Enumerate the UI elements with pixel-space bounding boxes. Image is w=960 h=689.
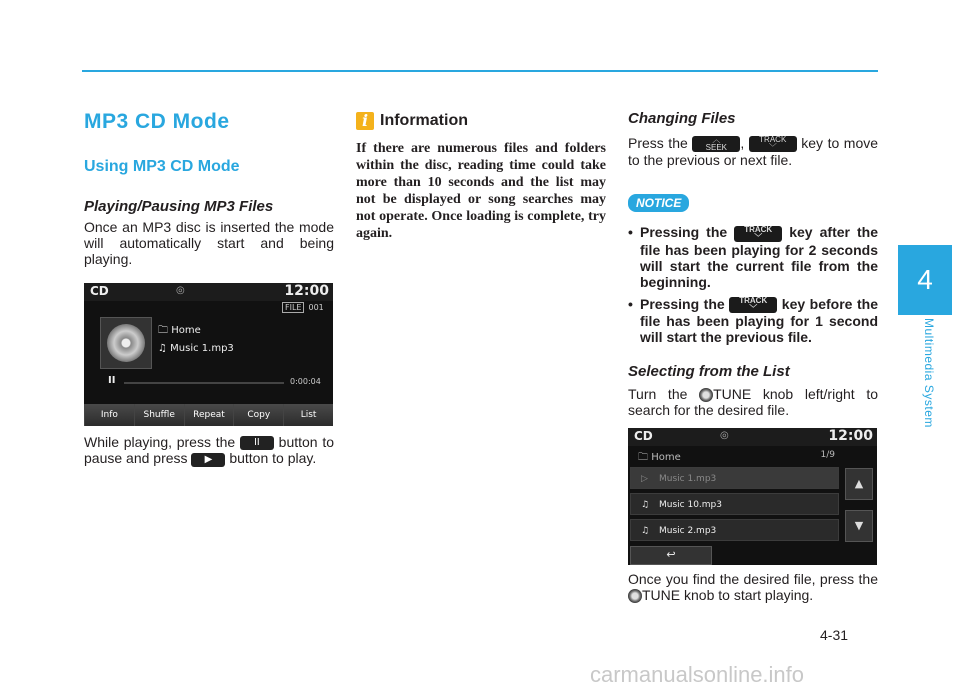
track-key-icon: TRACK ﹀ — [734, 226, 782, 242]
copy-button[interactable]: Copy — [233, 404, 283, 426]
top-rule — [82, 70, 878, 72]
once-found-end: TUNE knob to start playing. — [642, 587, 814, 604]
pause-icon[interactable]: II — [108, 375, 116, 386]
play-button-icon: ▶ — [191, 453, 225, 467]
list-item[interactable] — [630, 519, 839, 541]
file-number: 001 — [308, 303, 324, 312]
list-item[interactable] — [630, 467, 839, 489]
screen-clock: 12:00 — [828, 428, 873, 445]
seek-key-label: SEEK — [705, 143, 727, 153]
chapter-number: 4 — [917, 264, 933, 295]
comma: , — [740, 135, 745, 151]
folder-row — [638, 450, 681, 467]
playing-title: Playing/Pausing MP3 Files — [84, 198, 274, 215]
track-key-icon: TRACK ﹀ — [729, 297, 777, 313]
play-circle-icon: ▷ — [641, 474, 648, 485]
list-item-label: Music 2.mp3 — [659, 526, 717, 537]
changing-files-title: Changing Files — [628, 110, 736, 127]
chapter-tab — [898, 245, 952, 315]
back-button[interactable]: ↩ — [630, 546, 712, 565]
screen-source: CD — [634, 429, 653, 444]
screen-source: CD — [90, 284, 109, 298]
folder-name: Home — [651, 452, 681, 464]
list-button[interactable]: List — [283, 404, 333, 426]
watermark: carmanualsonline.info — [590, 662, 805, 687]
pause-text-2: button to pause and press — [84, 434, 335, 467]
repeat-button[interactable]: Repeat — [184, 404, 234, 426]
tune-text: TUNE knob left/right to search for the desired file. — [628, 385, 878, 419]
playing-text: Once an MP3 disc is inserted the mode will automatically start and being playing. — [84, 219, 334, 267]
selecting-text — [628, 386, 878, 418]
column-left — [84, 110, 334, 467]
notice-badge: NOTICE — [628, 194, 689, 212]
information-title: Information — [380, 112, 468, 129]
list-page-indicator: 1/9 — [820, 450, 835, 461]
folder-name: Home — [171, 325, 201, 336]
track-key-label: TRACK — [744, 224, 773, 234]
shuffle-button[interactable]: Shuffle — [134, 404, 184, 426]
folder-icon: 🗀 — [158, 325, 172, 336]
file-indicator — [282, 303, 324, 312]
tune-knob-icon — [628, 589, 642, 603]
screen-clock: 12:00 — [284, 283, 329, 299]
pause-play-text — [84, 434, 334, 467]
screen-status-bar — [628, 428, 877, 446]
list-item[interactable] — [630, 493, 839, 515]
pause-text-1: While playing, press the — [84, 434, 236, 450]
information-icon: i — [356, 112, 374, 130]
screen-button-row — [84, 404, 333, 426]
list-item-label: Music 10.mp3 — [659, 500, 722, 511]
notice-list — [628, 224, 878, 345]
track-key-label: TRACK — [759, 135, 787, 145]
sub-heading: Using MP3 CD Mode — [84, 158, 240, 175]
screen-status-bar — [84, 283, 333, 301]
pause-text-3: button to play. — [229, 450, 317, 467]
track-key-icon: TRACK ﹀ — [749, 136, 797, 152]
tune-knob-icon — [699, 388, 713, 402]
scroll-up-button[interactable]: ▲ — [845, 468, 873, 500]
track-key-label: TRACK — [739, 295, 768, 305]
notice-2-start: Pressing the — [640, 295, 725, 312]
cd-disc-icon — [107, 324, 145, 362]
column-right — [628, 110, 878, 603]
music-note-icon: ♫ — [158, 343, 171, 354]
selecting-title: Selecting from the List — [628, 362, 790, 380]
turn-the-text: Turn the — [628, 385, 688, 402]
file-badge: FILE — [282, 302, 304, 313]
cd-player-screen — [84, 283, 333, 426]
music-note-icon: ♫ — [641, 500, 650, 511]
info-button[interactable]: Info — [84, 404, 134, 426]
list-item-label: Music 1.mp3 — [659, 474, 717, 485]
seek-key-icon: ︿ SEEK — [692, 136, 740, 152]
key-to-move-text: key to move to the previous or next file. — [628, 135, 879, 169]
information-header — [356, 112, 606, 130]
scroll-down-button[interactable]: ▼ — [845, 510, 873, 542]
pause-button-icon: II — [240, 436, 274, 450]
notice-item — [628, 296, 878, 345]
track-name: Music 1.mp3 — [170, 343, 234, 354]
notice-item — [628, 224, 878, 289]
section-heading: MP3 CD Mode — [84, 110, 230, 133]
disc-status-icon: ◎ — [176, 285, 185, 296]
folder-row — [158, 323, 201, 340]
notice-2-end: key before the file has been playing for 1 second will start the previous file. — [640, 295, 879, 345]
folder-icon: 🗀 — [638, 452, 652, 464]
disc-status-icon: ◎ — [720, 430, 729, 442]
information-text: If there are numerous files and folders within the disc, reading time could take more than 10 seconds and the list may not be displayed or song searches may not operate. Once loading is complete, try again. — [356, 141, 606, 242]
music-note-icon: ♫ — [641, 526, 650, 537]
file-list-screen — [628, 428, 877, 565]
album-art — [100, 317, 152, 369]
page-number: 4-31 — [820, 627, 849, 643]
column-middle — [356, 112, 606, 242]
notice-1-end: key after the file has been playing for 2 seconds will start the current file from the beginning. — [640, 224, 878, 290]
press-the-text: Press the — [628, 135, 688, 151]
once-found-text — [628, 571, 878, 603]
progress-bar[interactable] — [124, 382, 284, 384]
notice-1-start: Pressing the — [640, 224, 728, 241]
chapter-label: Multimedia System — [922, 318, 936, 428]
changing-files-text — [628, 135, 878, 168]
elapsed-time: 0:00:04 — [290, 377, 321, 386]
once-found-start: Once you find the desired file, press the — [628, 571, 878, 588]
track-row — [158, 343, 234, 354]
